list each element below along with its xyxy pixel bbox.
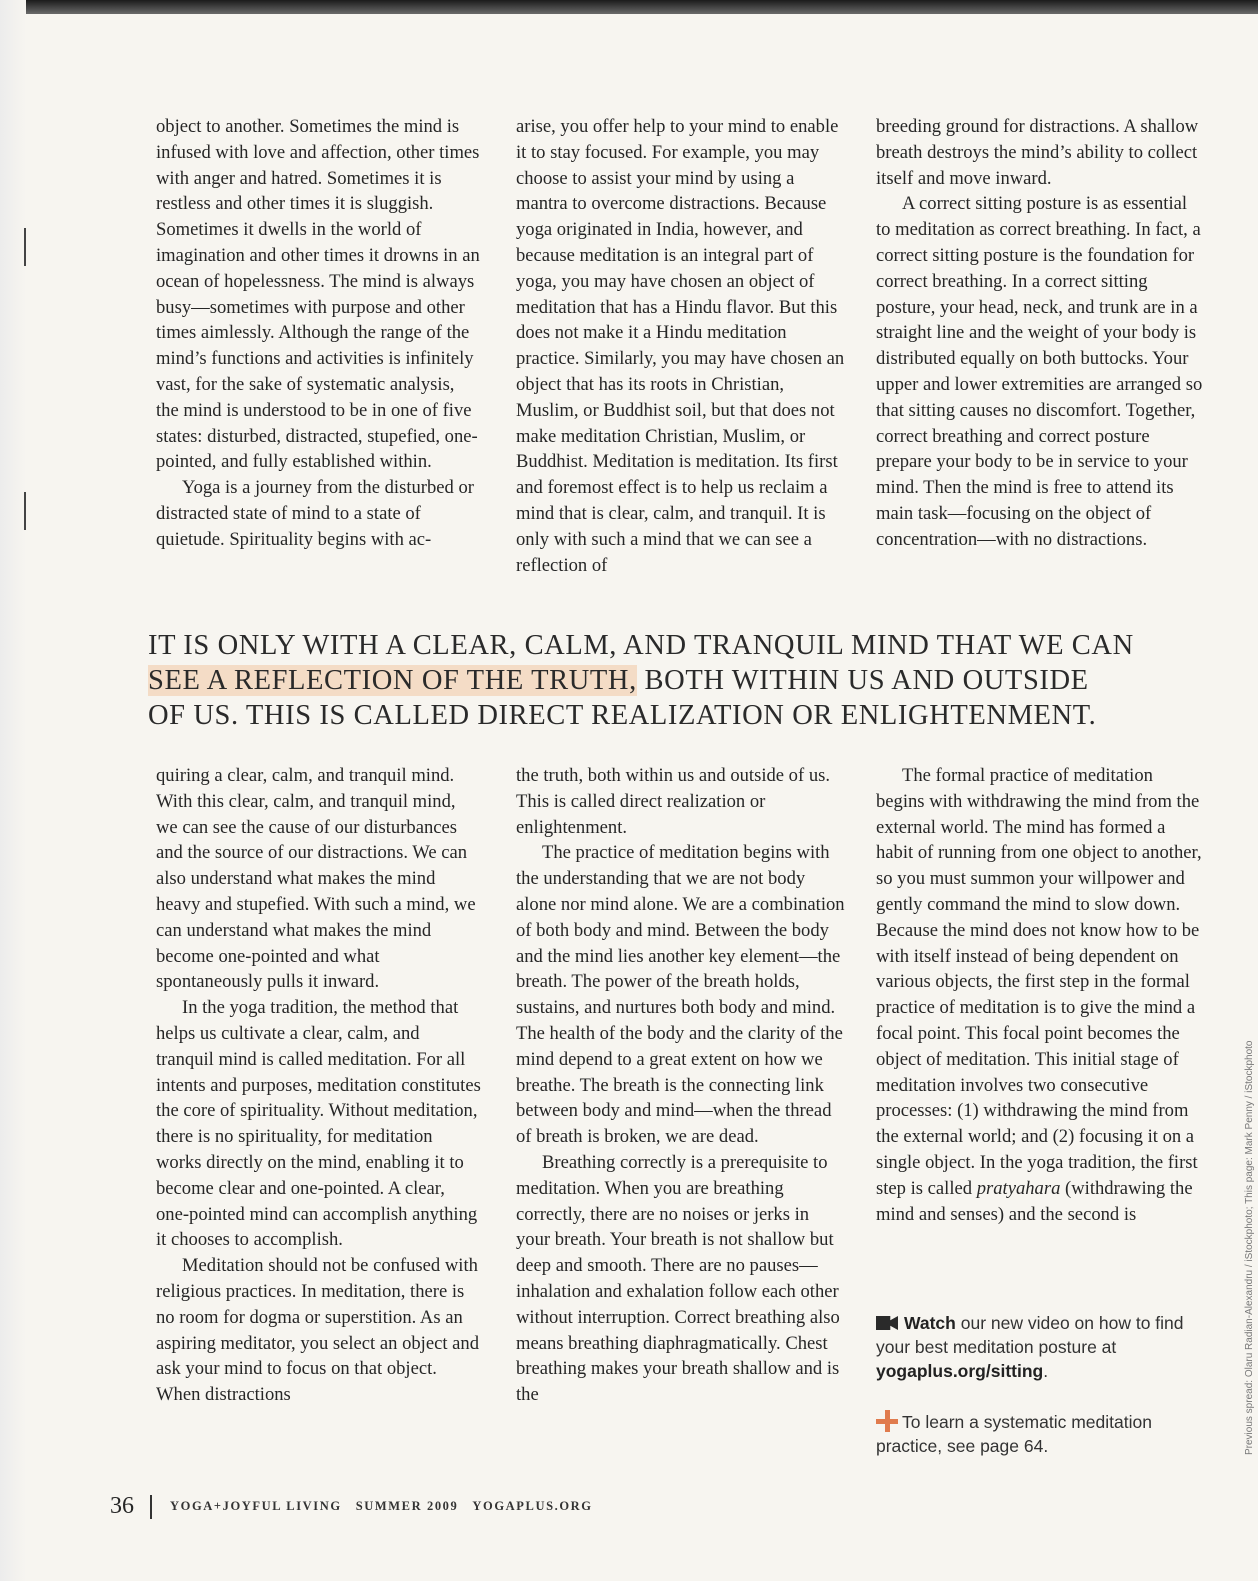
- pull-quote-line: OF US. THIS IS CALLED DIRECT REALIZATION OR ENLIGHTENMENT.: [148, 700, 1097, 731]
- paragraph: A correct sitting posture is as essential to meditation as correct breathing. In fact, a correct sitting posture is the foundation for correct breathing. In a correct sitting posture, your head, neck, and trunk are in a straight line and the weight of your body is distributed equally on both buttocks. Your upper and lower extremities are arranged so that sitting causes no discomfort. Together, correct breathing and correct posture prepare your body to be in service to your mind. Then the mind is free to attend its main task—focusing on the object of concentration—with no distractions.: [876, 193, 1203, 550]
- plus-icon: [876, 1410, 898, 1432]
- paragraph-text: (withdrawing the mind and senses) and the second is: [876, 1177, 1193, 1225]
- paragraph: breeding ground for distractions. A shallow breath destroys the mind’s ability to collect itself and move inward.: [876, 116, 1199, 189]
- learn-callout-text: To learn a systematic meditation practice, see page 64.: [876, 1412, 1152, 1456]
- paragraph: Breathing correctly is a prerequisite to meditation. When you are breathing correctly, there are no noises or jerks in your breath. Your breath is not shallow but deep and smooth. There are no pauses—inhalation and exhalation follow each other without interruption. Correct breathing also means breathing diaphragmatically. Chest breathing makes your breath shallow and is the: [516, 1151, 840, 1406]
- article-column-lower-left: [156, 763, 481, 1408]
- article-column-upper-right: [876, 114, 1206, 553]
- paragraph: Meditation should not be confused with religious practices. In meditation, there is no room for dogma or superstition. As an aspiring meditator, you select an object and ask your mind to focus on that object. When distractions: [156, 1255, 479, 1406]
- pull-quote: [148, 628, 1198, 733]
- pull-quote-line: [148, 663, 1198, 698]
- scan-edge-mark: [24, 228, 26, 266]
- article-column-lower-right: [876, 763, 1206, 1227]
- paragraph: arise, you offer help to your mind to enable it to stay focused. For example, you may choose to assist your mind by using a mantra to overcome distractions. Because yoga originated in India, however, and because meditation is an integral part of yoga, you may have chosen an object of meditation that has a Hindu flavor. But this does not make it a Hindu meditation practice. Similarly, you may have chosen an object that has its roots in Christian, Muslim, or Buddhist soil, but that does not make meditation Christian, Muslim, or Buddhist. Meditation is meditation. Its first and foremost effect is to help us reclaim a mind that is clear, calm, and tranquil. It is only with such a mind that we can see a reflection of: [516, 116, 845, 576]
- article-column-upper-left: [156, 114, 481, 553]
- sanskrit-term: pratyahara: [976, 1177, 1061, 1199]
- page-number: 36: [110, 1493, 134, 1519]
- scan-top-shadow: [0, 0, 1258, 14]
- video-camera-icon: [876, 1316, 898, 1330]
- paragraph: the truth, both within us and outside of us. This is called direct realization or enlightenment.: [516, 765, 831, 838]
- video-callout-bold: Watch: [904, 1313, 956, 1333]
- video-callout-period: .: [1043, 1361, 1049, 1381]
- website: YOGAPLUS.ORG: [472, 1499, 593, 1513]
- video-link[interactable]: yogaplus.org/sitting: [876, 1361, 1044, 1381]
- footer-divider: [150, 1495, 152, 1519]
- pull-quote-line: IT IS ONLY WITH A CLEAR, CALM, AND TRANQUIL MIND THAT WE CAN: [148, 630, 1134, 661]
- paragraph: Yoga is a journey from the disturbed or distracted state of mind to a state of quietude. Spirituality begins with ac-: [156, 477, 474, 550]
- paragraph: quiring a clear, calm, and tranquil mind. With this clear, calm, and tranquil mind, we can see the cause of our disturbances and the source of our distractions. We can also understand what makes the mind heavy and stupefied. With such a mind, we can understand what makes the mind become one-pointed and what spontaneously pulls it inward.: [156, 765, 476, 993]
- article-column-lower-middle: [516, 763, 846, 1408]
- page-footer: [110, 1493, 593, 1520]
- video-callout-text: our new video on how to find your best meditation posture at: [876, 1313, 1184, 1357]
- issue-date: SUMMER 2009: [355, 1499, 459, 1513]
- paragraph: object to another. Sometimes the mind is infused with love and affection, other times with anger and hatred. Sometimes it is restless and other times it is sluggish. Sometimes it dwells in the world of imagination and other times it drowns in an ocean of hopelessness. The mind is always busy—sometimes with purpose and other times aimlessly. Although the range of the mind’s functions and activities is infinitely vast, for the sake of systematic analysis, the mind is understood to be in one of five states: disturbed, distracted, stupefied, one-pointed, and fully established within.: [156, 116, 480, 473]
- scan-edge-mark: [24, 492, 26, 530]
- pull-quote-highlight: SEE A REFLECTION OF THE TRUTH,: [148, 665, 637, 696]
- scan-left-edge: [0, 0, 26, 1581]
- article-column-upper-middle: [516, 114, 846, 578]
- paragraph: In the yoga tradition, the method that helps us cultivate a clear, calm, and tranquil mind is called meditation. For all intents and purposes, meditation constitutes the core of spirituality. Without meditation, there is no spirituality, for meditation works directly on the mind, enabling it to become clear and one-pointed. A clear, one-pointed mind can accomplish anything it chooses to accomplish.: [156, 997, 481, 1251]
- paragraph: [876, 763, 1206, 1227]
- photo-credit: Previous spread: Olaru Radian-Alexandru / iStockphoto; This page: Mark Penny / iStockphoto: [1244, 1040, 1255, 1455]
- pull-quote-text: BOTH WITHIN US AND OUTSIDE: [644, 665, 1089, 696]
- publication-name: YOGA+JOYFUL LIVING: [170, 1499, 342, 1513]
- learn-callout: [876, 1410, 1206, 1458]
- video-callout: [876, 1311, 1206, 1383]
- paragraph: The practice of meditation begins with the understanding that we are not body alone nor mind alone. We are a combination of both body and mind. Between the body and the mind lies another key element—the breath. The power of the breath holds, sustains, and nurtures both body and mind. The health of the body and the clarity of the mind depend to a great extent on how we breathe. The breath is the connecting link between body and mind—when the thread of breath is broken, we are dead.: [516, 842, 845, 1148]
- paragraph-text: The formal practice of meditation begins with withdrawing the mind from the external world. The mind has formed a habit of running from one object to another, so you must summon your willpower and gently command the mind to slow down. Because the mind does not know how to be with itself instead of being dependent on various objects, the first step in the formal practice of meditation is to give the mind a focal point. This focal point becomes the object of meditation. This initial stage of meditation involves two consecutive processes: (1) withdrawing the mind from the external world; and (2) focusing it on a single object. In the yoga tradition, the first step is called: [876, 765, 1202, 1199]
